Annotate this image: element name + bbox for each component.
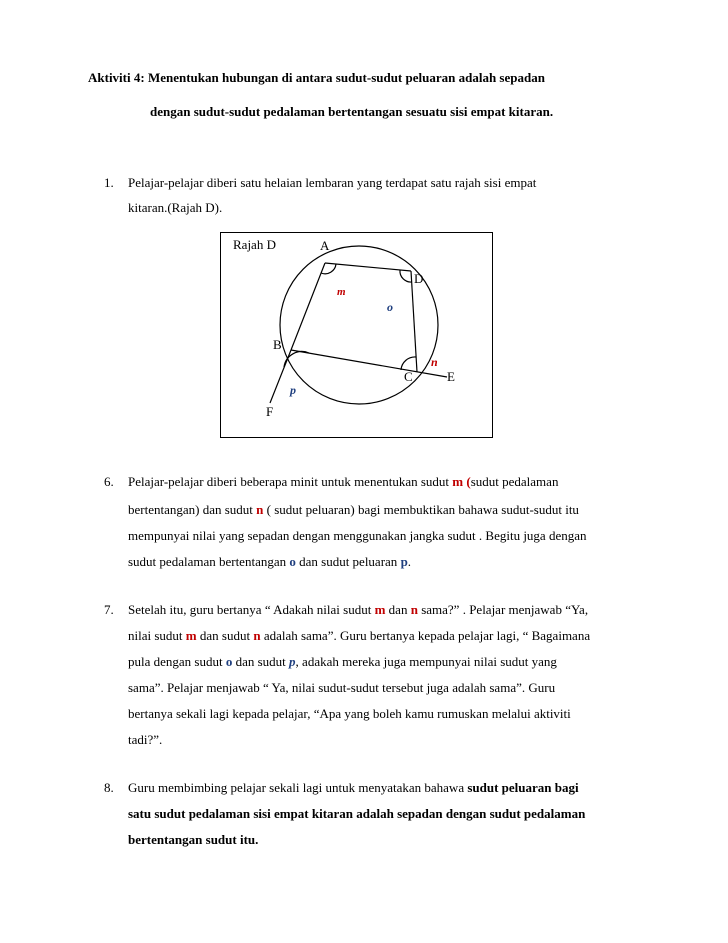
item-6-number: 6. xyxy=(104,474,114,489)
angle-label-p: p xyxy=(290,383,296,397)
item-1-number: 1. xyxy=(104,175,114,190)
item-1-line-1: Pelajar-pelajar diberi satu helaian lembaran yang terdapat satu rajah sisi empat xyxy=(128,175,537,190)
item-7-line-2: nilai sudut m dan sudut n adalah sama”. Guru bertanya kepada pelajar lagi, “ Bagaimana xyxy=(128,628,591,643)
label-b: B xyxy=(273,337,282,352)
item-7-number: 7. xyxy=(104,602,114,617)
item-8-line-1: Guru membimbing pelajar sekali lagi untuk menyatakan bahawa sudut peluaran bagi xyxy=(128,780,579,795)
item-6-line-2: bertentangan) dan sudut n ( sudut peluaran) bagi membuktikan bahawa sudut-sudut itu xyxy=(128,502,579,517)
rajah-d-figure xyxy=(220,232,493,438)
angle-label-o: o xyxy=(387,300,393,314)
side-ab xyxy=(291,263,325,350)
angle-arc-d xyxy=(400,270,412,282)
item-6-line-1: Pelajar-pelajar diberi beberapa minit untuk menentukan sudut m (sudut pedalaman xyxy=(128,474,559,489)
figure-caption: Rajah D xyxy=(233,237,276,252)
item-7-line-5: bertanya sekali lagi kepada pelajar, “Apa yang boleh kamu rumuskan melalui aktiviti xyxy=(128,706,571,721)
item-7-line-4: sama”. Pelajar menjawab “ Ya, nilai sudut-sudut tersebut juga adalah sama”. Guru xyxy=(128,680,556,695)
title-line-1: Aktiviti 4: Menentukan hubungan di antara sudut-sudut peluaran adalah sepadan xyxy=(88,70,545,85)
item-1-line-2: kitaran.(Rajah D). xyxy=(128,200,223,215)
item-8-number: 8. xyxy=(104,780,114,795)
item-6-line-3: mempunyai nilai yang sepadan dengan menggunakan jangka sudut . Begitu juga dengan xyxy=(128,528,587,543)
label-e: E xyxy=(447,369,455,384)
item-6-line-4: sudut pedalaman bertentangan o dan sudut peluaran p. xyxy=(128,554,412,569)
item-7-line-1: Setelah itu, guru bertanya “ Adakah nilai sudut m dan n sama?” . Pelajar menjawab “Ya, xyxy=(128,602,589,617)
angle-label-n: n xyxy=(431,355,438,369)
item-7-line-3: pula dengan sudut o dan sudut p, adakah mereka juga mempunyai nilai sudut yang xyxy=(128,654,557,669)
label-f: F xyxy=(266,404,274,419)
label-c: C xyxy=(404,369,413,384)
cyclic-quadrilateral-diagram xyxy=(221,233,494,439)
title-line-2: dengan sudut-sudut pedalaman bertentangan sesuatu sisi empat kitaran. xyxy=(150,104,554,119)
side-ad xyxy=(325,263,411,271)
item-7-line-6: tadi?”. xyxy=(128,732,163,747)
angle-label-m: m xyxy=(337,286,346,298)
label-a: A xyxy=(320,238,330,253)
item-8-line-3: bertentangan sudut itu. xyxy=(128,832,259,847)
label-d: D xyxy=(414,271,424,286)
side-bc-extended-ce xyxy=(291,350,447,377)
item-8-line-2: satu sudut pedalaman sisi empat kitaran adalah sepadan dengan sudut pedalaman xyxy=(128,806,586,821)
